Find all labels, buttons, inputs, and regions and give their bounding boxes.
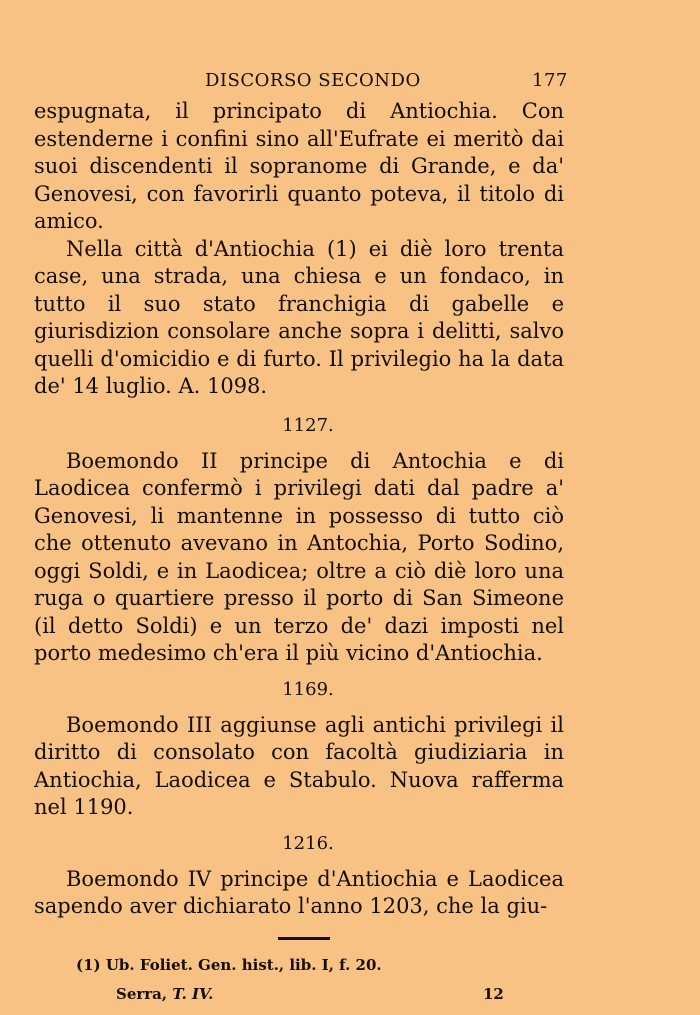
paragraph: espugnata, il principato di Antiochia. Con estenderne i confini sino all'Eufrate ei meritò dai suoi discendenti il sopranome di Grande, e da' Genovesi, con favorirli quanto poteva, il titolo di amico. (34, 99, 564, 233)
footer-volume: T. IV. (172, 985, 214, 1003)
page-number: 177 (532, 70, 568, 91)
paragraph: Boemondo II principe di Antochia e di Laodicea confermò i privilegi dati dal padre a' Genovesi, li mantenne in possesso di tutto ciò che ottenuto avevano in Antochia, Porto Sodino, oggi Soldi, e in Laodicea; oltre a ciò diè loro una ruga o quartiere presso il porto di San Simeone (il detto Soldi) e un terzo de' dazi imposti nel porto medesimo ch'era il più vicino d'Antiochia. (34, 448, 564, 665)
footnote: (1) Ub. Foliet. Gen. hist., lib. I, f. 20. (76, 956, 382, 974)
footnote-divider (278, 937, 330, 940)
running-header (0, 70, 700, 96)
year-heading: 1216. (282, 832, 334, 854)
footer-author: Serra, (116, 985, 168, 1003)
year-heading: 1127. (282, 414, 334, 436)
running-title: DISCORSO SECONDO (205, 70, 421, 91)
sheet-number: 12 (483, 985, 504, 1003)
paragraph: Boemondo IV principe d'Antiochia e Laodicea sapendo aver dichiarato l'anno 1203, che la giu- (34, 866, 564, 918)
paragraph: Boemondo III aggiunse agli antichi privilegi il diritto di consolato con facoltà giudiziaria in Antiochia, Laodicea e Stabulo. Nuova rafferma nel 1190. (34, 712, 564, 819)
page-footer (116, 985, 516, 1007)
paragraph: Nella città d'Antiochia (1) ei diè loro trenta case, una strada, una chiesa e un fondaco, in tutto il suo stato franchigia di gabelle e giurisdizion consolare anche sopra i delitti, salvo quelli d'omicidio e di furto. Il privilegio ha la data de' 14 luglio. A. 1098. (34, 236, 564, 398)
year-heading: 1169. (282, 678, 334, 700)
signature-mark (116, 985, 213, 1003)
main-text (34, 98, 564, 921)
